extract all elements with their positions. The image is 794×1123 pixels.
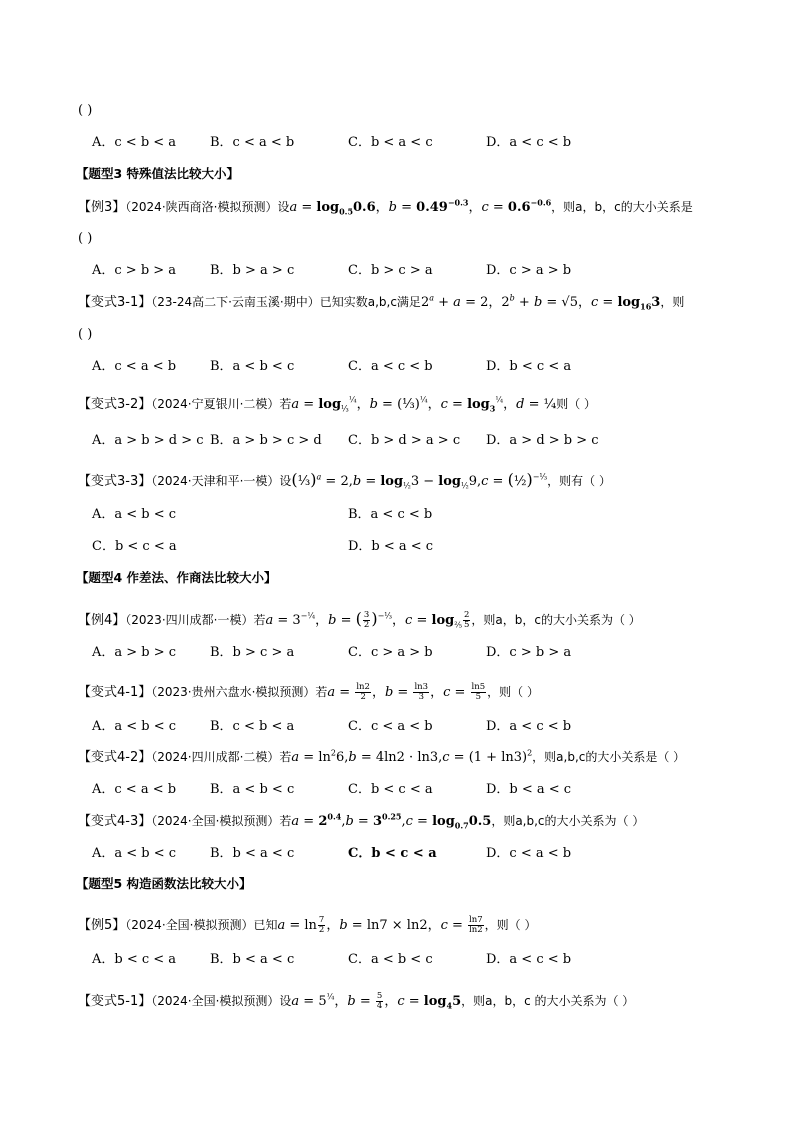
question-v31: 【变式3-1】（23-24高二下·云南玉溪·期中）已知实数a,b,c满足$2^a + a = 2$，$2^b + b = √5$，$c = \log_{16}3$，则 [78,293,685,312]
section-title: 【题型3 特殊值法比较大小】 [76,166,240,181]
question-tag: 【变式3-2】 [78,397,152,412]
question-tail: ，则 [660,295,685,309]
question-tag: 【变式4-1】 [78,684,152,700]
option-d: D．b < c < a [486,359,572,374]
option-c: C．b < c < a [348,846,437,861]
question-tag: 【变式3-3】 [78,474,152,489]
option-d: D．b < a < c [348,539,434,554]
question-tail: ，则有（ ） [547,474,611,488]
question-source: （2024·全国·模拟预测）已知 [125,917,278,932]
option-b: B．a < b < c [210,782,295,797]
question-tag: 【例3】 [78,200,126,215]
question-tail: ，则a,b,c的大小关系是（ ） [532,750,686,764]
question-tail: ，则a，b，c的大小关系是 [551,200,693,214]
question-v33: 【变式3-3】（2024·天津和平·一模）设(⅓)$^a$ = $2,b = \log_{\frac{1}{2}}3 - \log_{\frac{1}{2}}9,c$ = (½)$^{-\frac{1}{3}}$，则有（ ） [78,470,611,491]
question-tail: ，则（ ） [484,917,537,932]
option-c: C．b < a < c [348,135,433,150]
option-a: A．a < b < c [92,507,177,522]
question-v43: 【变式4-3】（2024·全国·模拟预测）若$a = 2^{0.4},b = 3^{0.25},c = \log_{0.7}0.5$，则a,b,c的大小关系为（ ） [78,811,645,831]
option-d: D．c > a > b [486,263,572,278]
option-a: A．b < c < a [92,952,177,967]
question-source: （2023·贵州六盘水·模拟预测）若 [151,684,328,699]
option-c: C．c > a > b [348,645,433,660]
question-tag: 【变式3-1】 [78,295,152,310]
section-title: 【题型4 作差法、作商法比较大小】 [76,570,277,585]
question-v32: 【变式3-2】（2024·宁夏银川·二模）若$a = \log_{\frac{1}{3}}^{\frac{1}{4}}$，b = (⅓)$^{\frac{1}{4}}$，$c = \log_3^{\frac{1}{4}}$，d = ¼则（ ） [78,395,597,414]
option-d: D．a < c < b [486,719,572,734]
question-source: （2024·四川成都·二模）若 [151,750,292,764]
question-source: （2024·陕西商洛·模拟预测）设 [125,200,290,214]
option-d: D．c > b > a [486,645,572,660]
section-title: 【题型5 构造函数法比较大小】 [76,876,252,891]
question-tag: 【变式5-1】 [78,993,152,1009]
option-c: C．a < b < c [348,952,433,967]
option-d: D．a > d > b > c [486,433,599,448]
option-c: C．b < c < a [348,782,433,797]
option-b: B．c < b < a [210,719,295,734]
option-b: B．c < a < b [210,135,295,150]
question-tail: ，则a,b,c的大小关系为（ ） [491,814,645,828]
option-c: C．b > d > a > c [348,433,461,448]
option-b: B．b > a > c [210,263,295,278]
option-a: A．c < b < a [92,135,177,150]
option-a: A．c < a < b [92,359,177,374]
option-a: A．a < b < c [92,719,177,734]
option-a: A．a < b < c [92,846,177,861]
option-c: C．a < c < b [348,359,433,374]
option-a: A．c < a < b [92,782,177,797]
question-tag: 【例4】 [78,613,126,628]
option-b: B．a < c < b [348,507,433,522]
option-b: B．a < b < c [210,359,295,374]
option-b: B．b < a < c [210,846,295,861]
question-source: （2024·全国·模拟预测）设 [151,993,292,1008]
question-tail: 则（ ） [556,397,597,411]
question-ex3: 【例3】（2024·陕西商洛·模拟预测）设$a = \log_{0.5}0.6$，$b = 0.49^{-0.3}$，$c = 0.6^{-0.6}$，则a，b，c的大小关系是 [78,197,693,217]
option-b: B．a > b > c > d [210,433,322,448]
question-source: （2024·宁夏银川·二模）若 [151,397,292,411]
option-a: A．c > b > a [92,263,177,278]
option-d: D．b < a < c [486,782,572,797]
question-source: （2024·天津和平·一模）设 [151,474,292,488]
option-d: D．a < c < b [486,952,572,967]
option-d: D．a < c < b [486,135,572,150]
question-tail: ，则a，b，c的大小关系为（ ） [471,613,641,627]
question-v42: 【变式4-2】（2024·四川成都·二模）若$a = \ln^26,b = 4\ln 2 \cdot \ln 3,c = (1 + \ln 3)^2$，则a,b,c的大小关系是（ ） [78,748,686,765]
question-source: （23-24高二下·云南玉溪·期中）已知实数a,b,c满足 [151,295,421,309]
question-ex5: 【例5】（2024·全国·模拟预测）已知a = ln $\frac{7}{2}$ ，b = ln7 × ln2，c = $\frac{\ln 7}{\ln 2}$ ，则（ ） [78,915,537,935]
option-b: B．b > c > a [210,645,295,660]
question-source: （2024·全国·模拟预测）若 [151,814,292,828]
question-tail: ，则（ ） [487,684,539,699]
question-tag: 【变式4-2】 [78,750,152,765]
option-c: C．b > c > a [348,263,433,278]
answer-blank: ( ) [78,103,93,118]
question-tag: 【变式4-3】 [78,814,152,829]
option-c: C．b < c < a [92,539,177,554]
question-tail: ，则a，b，c 的大小关系为（ ） [461,993,635,1008]
question-ex4: 【例4】（2023·四川成都·一模）若$a = 3^{-\frac{1}{4}}$，b = ( $\frac{3}{2}$ )$^{-\frac{1}{3}}$，$c = \log_{\frac{2}{5}}$ $\frac{2}{5}$ ，则a，b，c的大小关系为（ ） [78,609,641,630]
option-b: B．b < a < c [210,952,295,967]
option-a: A．a > b > d > c [92,433,204,448]
option-a: A．a > b > c [92,645,177,660]
question-source: （2023·四川成都·一模）若 [125,613,266,627]
answer-blank: ( ) [78,231,93,246]
option-c: C．c < a < b [348,719,433,734]
question-v51: 【变式5-1】（2024·全国·模拟预测）设$a = 5^{\frac{1}{4}}$，b = $\frac{5}{4}$ ，$c = \log_45$，则a，b，c 的大小关系为（ ） [78,991,635,1011]
question-v41: 【变式4-1】（2023·贵州六盘水·模拟预测）若a = $\frac{\ln 2}{2}$ ，b = $\frac{\ln 3}{3}$ ，c = $\frac{\ln 5}{5}$ ，则（ ） [78,682,539,702]
answer-blank: ( ) [78,327,93,342]
question-tag: 【例5】 [78,917,126,933]
option-d: D．c < a < b [486,846,572,861]
